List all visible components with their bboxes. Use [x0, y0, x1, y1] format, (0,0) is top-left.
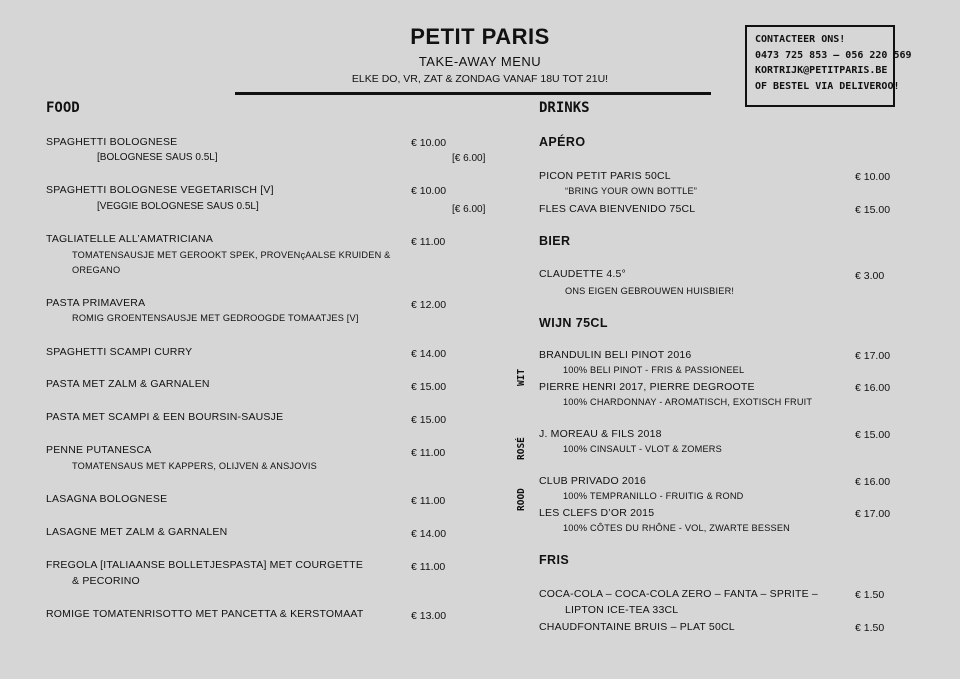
drink-item-name: J. MOREAU & FILS 2018	[539, 428, 662, 440]
contact-email[interactable]: KORTRIJK@PETITPARIS.BE	[755, 65, 888, 76]
food-item-name: PENNE PUTANESCA	[46, 444, 152, 456]
drink-item-name: PICON PETIT PARIS 50CL	[539, 170, 671, 182]
wine-label-rood: ROOD	[516, 488, 527, 511]
drink-item-name: FLES CAVA BIENVENIDO 75CL	[539, 203, 696, 215]
drink-item-desc: 100% CÔTES DU RHÔNE - VOL, ZWARTE BESSEN	[563, 523, 791, 533]
food-item-name: SPAGHETTI BOLOGNESE VEGETARISCH [V]	[46, 184, 274, 196]
food-item-name: SPAGHETTI SCAMPI CURRY	[46, 346, 193, 358]
drink-item-price: € 15.00	[855, 429, 891, 441]
drink-item-name: CHAUDFONTAINE BRUIS – PLAT 50CL	[539, 621, 735, 633]
food-item-name: LASAGNA BOLOGNESE	[46, 493, 168, 505]
food-item-name: PASTA MET SCAMPI & EEN BOURSIN-SAUSJE	[46, 411, 284, 423]
wijn-heading: WIJN 75CL	[539, 316, 608, 330]
drink-item-name: BRANDULIN BELI PINOT 2016	[539, 349, 692, 361]
food-item-price: € 14.00	[411, 348, 447, 360]
food-item-name-cont: & PECORINO	[72, 575, 140, 587]
food-item-desc: OREGANO	[72, 265, 121, 275]
drink-item-desc: 100% BELI PINOT - FRIS & PASSIONEEL	[563, 365, 745, 375]
food-item-price: € 11.00	[411, 495, 446, 507]
food-item-name: LASAGNE MET ZALM & GARNALEN	[46, 526, 228, 538]
drink-item-desc: 100% TEMPRANILLO - FRUITIG & ROND	[563, 491, 744, 501]
food-heading: FOOD	[46, 100, 80, 116]
drink-item-name: LES CLEFS D’OR 2015	[539, 507, 655, 519]
drink-item-price: € 17.00	[855, 508, 891, 520]
food-item-desc: TOMATENSAUS MET KAPPERS, OLIJVEN & ANSJOVIS	[72, 461, 317, 471]
apero-heading: APÉRO	[539, 135, 586, 149]
food-item-price: € 12.00	[411, 299, 447, 311]
drink-item-price: € 16.00	[855, 382, 891, 394]
drink-item-name: CLUB PRIVADO 2016	[539, 475, 647, 487]
food-item-price: € 11.00	[411, 561, 446, 573]
food-item-price: € 11.00	[411, 447, 446, 459]
contact-deliveroo[interactable]: OF BESTEL VIA DELIVEROO!	[755, 80, 900, 92]
fris-heading: FRIS	[539, 553, 570, 567]
drink-item-desc: 100% CINSAULT - VLOT & ZOMERS	[563, 444, 722, 454]
restaurant-title: PETIT PARIS	[410, 24, 550, 49]
drink-item-name: COCA-COLA – COCA-COLA ZERO – FANTA – SPRITE –	[539, 588, 818, 600]
drink-item-desc: “BRING YOUR OWN BOTTLE”	[565, 186, 698, 196]
drinks-heading: DRINKS	[539, 100, 590, 116]
drink-item-price: € 3.00	[855, 270, 885, 282]
contact-phones[interactable]: 0473 725 853 – 056 220 569	[755, 49, 912, 61]
food-item-sub: [VEGGIE BOLOGNESE SAUS 0.5L]	[97, 201, 259, 212]
food-item-price: € 10.00	[411, 185, 447, 197]
food-item-name: SPAGHETTI BOLOGNESE	[46, 136, 178, 148]
drink-item-name: CLAUDETTE 4.5°	[539, 268, 626, 280]
drink-item-name-cont: LIPTON ICE-TEA 33CL	[565, 604, 679, 616]
drink-item-price: € 1.50	[855, 622, 885, 634]
food-item-price: € 10.00	[411, 137, 447, 149]
food-item-desc: TOMATENSAUSJE MET GEROOKT SPEK, PROVENçAALSE KRUIDEN &	[72, 250, 391, 260]
drink-item-price: € 1.50	[855, 589, 885, 601]
header-divider	[235, 92, 711, 95]
drink-item-price: € 17.00	[855, 350, 891, 362]
food-item-sub-price: [€ 6.00]	[452, 204, 486, 215]
drink-item-price: € 10.00	[855, 171, 891, 183]
food-item-price: € 15.00	[411, 381, 447, 393]
contact-box	[745, 25, 912, 107]
wine-label-rose: ROSÉ	[516, 437, 527, 460]
food-item-desc: ROMIG GROENTENSAUSJE MET GEDROOGDE TOMAATJES [V]	[72, 313, 359, 323]
opening-hours: ELKE DO, VR, ZAT & ZONDAG VANAF 18U TOT 21U!	[351, 73, 609, 85]
wine-label-wit: WIT	[516, 368, 527, 386]
food-item-price: € 15.00	[411, 414, 447, 426]
food-item-price: € 11.00	[411, 236, 446, 248]
contact-heading: CONTACTEER ONS!	[755, 34, 846, 45]
food-item-name: FREGOLA [ITALIAANSE BOLLETJESPASTA] MET COURGETTE	[46, 559, 364, 571]
food-item-sub-price: [€ 6.00]	[452, 153, 486, 164]
drink-item-name: PIERRE HENRI 2017, PIERRE DEGROOTE	[539, 381, 755, 393]
drink-item-desc: ONS EIGEN GEBROUWEN HUISBIER!	[565, 286, 735, 296]
menu-subtitle: TAKE-AWAY MENU	[418, 54, 542, 69]
food-item-name: ROMIGE TOMATENRISOTTO MET PANCETTA & KERSTOMAAT	[46, 608, 364, 620]
food-item-price: € 14.00	[411, 528, 447, 540]
food-item-name: PASTA MET ZALM & GARNALEN	[46, 378, 210, 390]
food-item-sub: [BOLOGNESE SAUS 0.5L]	[97, 152, 218, 163]
drink-item-desc: 100% CHARDONNAY - AROMATISCH, EXOTISCH FRUIT	[563, 397, 813, 407]
food-item-name: PASTA PRIMAVERA	[46, 297, 146, 309]
drink-item-price: € 15.00	[855, 204, 891, 216]
drink-item-price: € 16.00	[855, 476, 891, 488]
food-item-name: TAGLIATELLE ALL’AMATRICIANA	[46, 233, 214, 245]
bier-heading: BIER	[539, 234, 571, 248]
food-item-price: € 13.00	[411, 610, 447, 622]
